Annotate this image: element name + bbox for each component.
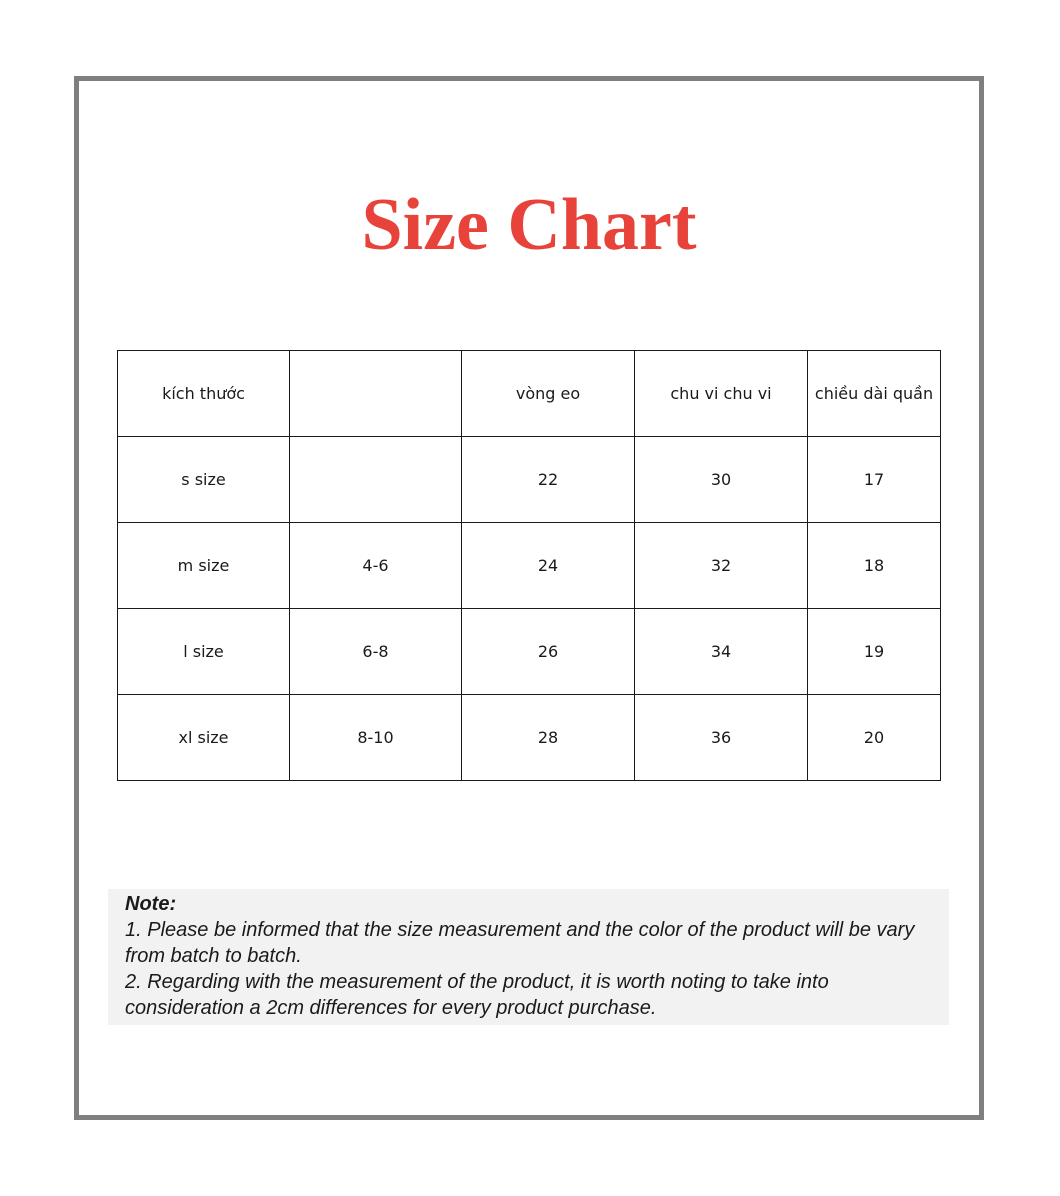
size-table	[117, 350, 941, 781]
table-cell: 20	[808, 695, 941, 781]
page-title: Size Chart	[361, 184, 697, 266]
table-cell: 18	[808, 523, 941, 609]
header-cell-circumference: chu vi chu vi	[635, 351, 808, 437]
size-chart-frame	[74, 76, 984, 1120]
table-cell: 34	[635, 609, 808, 695]
table-row	[118, 609, 941, 695]
table-cell: 22	[462, 437, 635, 523]
table-cell: 24	[462, 523, 635, 609]
table-cell: xl size	[118, 695, 290, 781]
table-cell: 8-10	[290, 695, 462, 781]
header-cell-size: kích thước	[118, 351, 290, 437]
table-row	[118, 695, 941, 781]
table-cell	[290, 437, 462, 523]
table-cell: l size	[118, 609, 290, 695]
header-cell-blank	[290, 351, 462, 437]
table-cell: 32	[635, 523, 808, 609]
table-cell: 36	[635, 695, 808, 781]
header-cell-length: chiều dài quần	[808, 351, 941, 437]
note-line-2: 2. Regarding with the measurement of the product, it is worth noting to take into consideration a 2cm differences for every product purchase.	[125, 971, 829, 1019]
table-cell: s size	[118, 437, 290, 523]
header-cell-waist: vòng eo	[462, 351, 635, 437]
table-cell: 4-6	[290, 523, 462, 609]
table-cell: 6-8	[290, 609, 462, 695]
note-box	[108, 889, 949, 1025]
table-cell: 28	[462, 695, 635, 781]
table-cell: 30	[635, 437, 808, 523]
table-cell: 26	[462, 609, 635, 695]
table-row	[118, 437, 941, 523]
note-heading: Note:	[125, 893, 177, 915]
table-cell: 17	[808, 437, 941, 523]
table-cell: m size	[118, 523, 290, 609]
table-row	[118, 523, 941, 609]
table-header-row	[118, 351, 941, 437]
table-cell: 19	[808, 609, 941, 695]
note-line-1: 1. Please be informed that the size measurement and the color of the product will be vary from batch to batch.	[125, 919, 915, 967]
